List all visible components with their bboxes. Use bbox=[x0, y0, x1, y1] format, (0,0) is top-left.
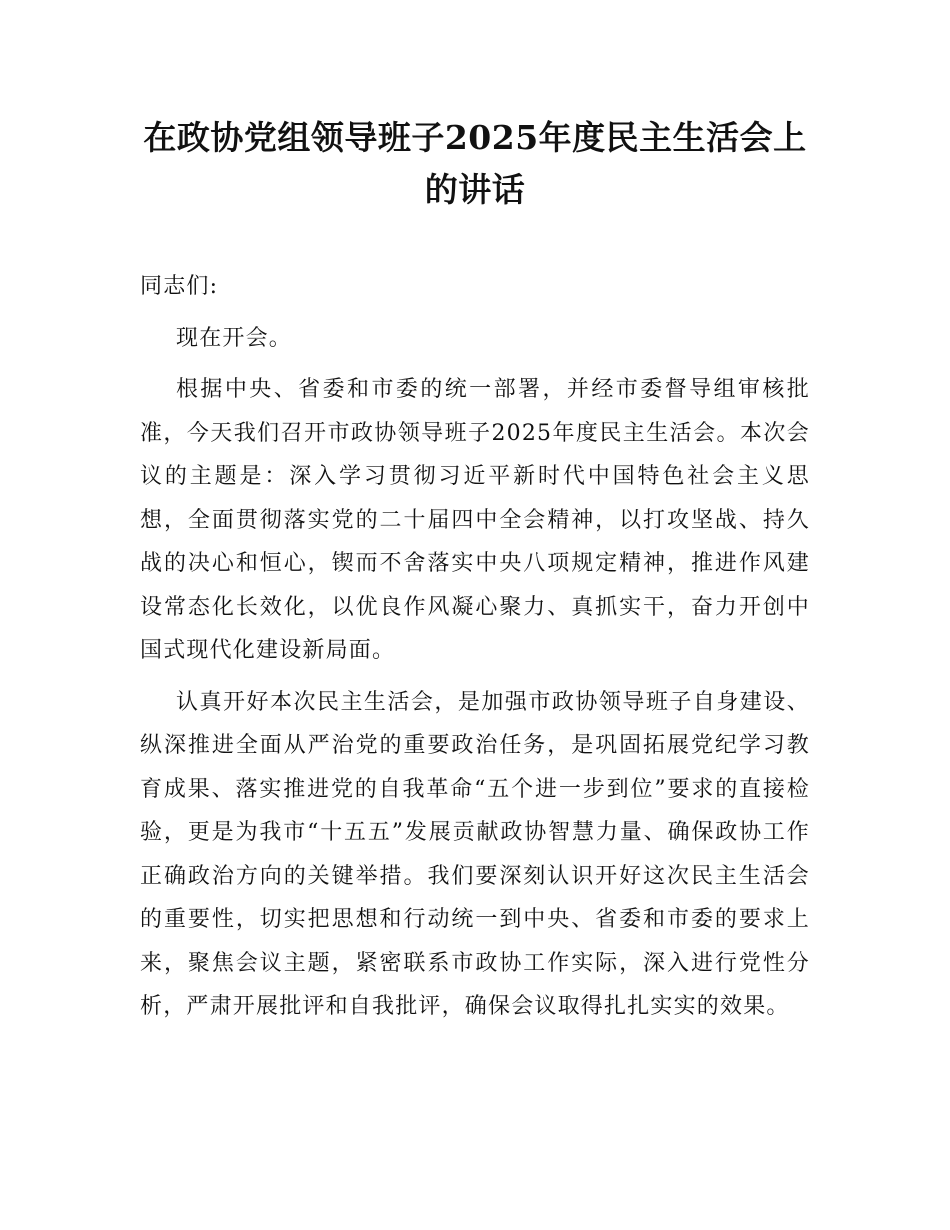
salutation: 同志们: bbox=[140, 274, 219, 299]
paragraph-opening: 现在开会。 bbox=[176, 325, 293, 351]
paragraph-meeting-importance: 认真开好本次民主生活会，是加强市政协领导班子自身建设、纵深推进全面从严治党的重要政治任务，是巩固拓展党纪学习教育成果、落实推进党的自我革命“五个进一步到位”要求的直接检验，更是为我市“十五五”发展贡献政协智慧力量、确保政协工作正确政治方向的关键举措。我们要深刻认识开好这次民主生活会的重要性，切实把思想和行动统一到中央、省委和市委的要求上来，聚焦会议主题，紧密联系市政协工作实际，深入进行党性分析，严肃开展批评和自我批评，确保会议取得扎扎实实的效果。 bbox=[140, 689, 810, 1019]
paragraph-meeting-theme: 根据中央、省委和市委的统一部署，并经市委督导组审核批准，今天我们召开市政协领导班子2025年度民主生活会。本次会议的主题是：深入学习贯彻习近平新时代中国特色社会主义思想，全面贯彻落实党的二十届四中全会精神，以打攻坚战、持久战的决心和恒心，锲而不舍落实中央八项规定精神，推进作风建设常态化长效化，以优良作风凝心聚力、真抓实干，奋力开创中国式现代化建设新局面。 bbox=[140, 377, 810, 663]
document-body bbox=[140, 265, 810, 1037]
document-title: 在政协党组领导班子2025年度民主生活会上的讲话 bbox=[143, 118, 807, 209]
